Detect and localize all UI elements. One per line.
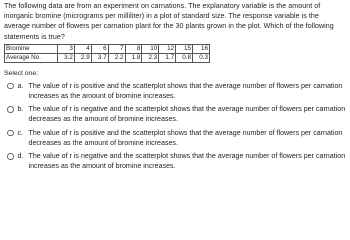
- question-text: The following data are from an experiment on carnations. The explanatory variable is the amount of inorganic bromine (micrograms per milliliter) in a plot of standard size. The response variable is the average number of flowers per carnation plant for the 30 plants grown in the plot. Which of the following statements is true?: [4, 2, 334, 41]
- table-cell: 3.7: [91, 53, 108, 62]
- table-cell: 7: [108, 44, 125, 53]
- table-cell: 2.3: [142, 53, 159, 62]
- option-d[interactable]: [4, 151, 346, 171]
- option-letter: d.: [17, 152, 24, 161]
- option-c[interactable]: [4, 128, 346, 148]
- table-cell: 16: [193, 44, 210, 53]
- table-cell: 0.8: [176, 53, 193, 62]
- table-cell: 4: [74, 44, 91, 53]
- table-cell: 3: [58, 44, 75, 53]
- table-row: [5, 44, 210, 53]
- select-one-label: Select one:: [4, 69, 39, 77]
- radio-button-a[interactable]: [7, 83, 14, 90]
- table-row: [5, 53, 210, 62]
- table-cell: 6: [91, 44, 108, 53]
- table-cell: 2.2: [108, 53, 125, 62]
- table-cell: 2.9: [74, 53, 91, 62]
- option-text[interactable]: The value of r is negative and the scatterplot shows that the average number of flowers per carnation increases as the amount of bromine increases.: [28, 152, 346, 171]
- radio-button-d[interactable]: [7, 153, 14, 160]
- data-table: [4, 44, 210, 63]
- option-letter: c.: [17, 128, 24, 137]
- option-b[interactable]: [4, 104, 346, 124]
- table-cell: 12: [159, 44, 176, 53]
- table-cell: 10: [142, 44, 159, 53]
- table-cell: 8: [125, 44, 142, 53]
- row-header: Average No.: [5, 53, 58, 62]
- table-cell: 15: [176, 44, 193, 53]
- table-cell: 1.8: [125, 53, 142, 62]
- radio-button-c[interactable]: [7, 130, 14, 137]
- table-cell: 0.3: [193, 53, 210, 62]
- row-header: Bromine: [5, 44, 58, 53]
- table-cell: 3.2: [58, 53, 75, 62]
- table-cell: 1.7: [159, 53, 176, 62]
- answer-options: [4, 81, 346, 172]
- option-letter: b.: [17, 105, 24, 114]
- option-text[interactable]: The value of r is positive and the scatterplot shows that the average number of flowers per carnation increases as the amount of bromine increases.: [28, 81, 343, 101]
- option-letter: a.: [17, 81, 24, 90]
- option-text[interactable]: The value of r is negative and the scatterplot shows that the average number of flowers per carnation decreases as the amount of bromine increases.: [28, 105, 346, 124]
- option-a[interactable]: [4, 81, 346, 101]
- option-text[interactable]: The value of r is positive and the scatterplot shows that the average number of flowers per carnation decreases as the amount of bromine increases.: [28, 128, 343, 147]
- radio-button-b[interactable]: [7, 106, 14, 113]
